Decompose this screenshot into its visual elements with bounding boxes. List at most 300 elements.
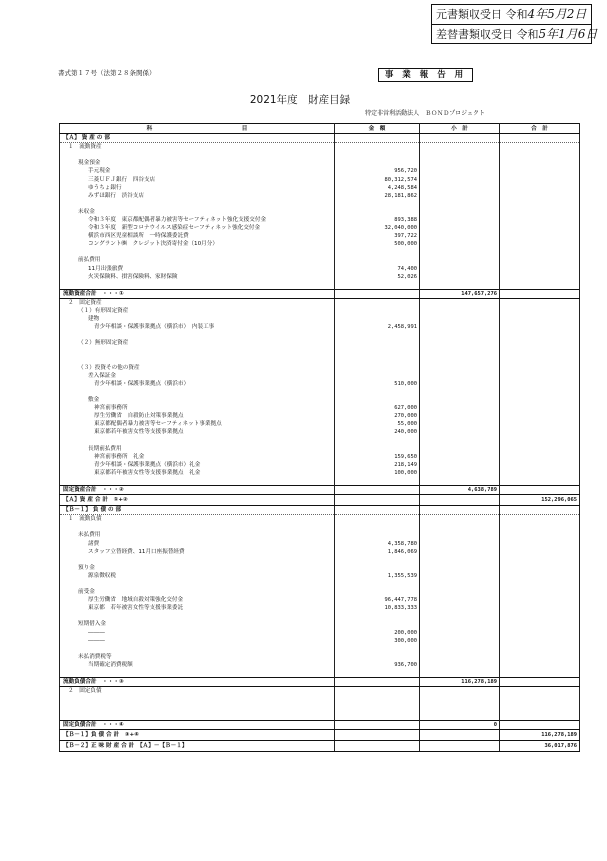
total-cell — [500, 356, 580, 364]
table-row — [60, 412, 580, 420]
subtotal-cell — [420, 653, 500, 661]
amount-cell — [335, 256, 420, 264]
item-cell: １ 流動負債 — [60, 515, 335, 524]
item-cell — [60, 645, 335, 653]
total-cell — [500, 273, 580, 281]
item-cell: 【Ｂ－１】 負 債 の 部 — [60, 506, 335, 515]
table-row — [60, 436, 580, 444]
item-cell: （１）有形固定資産 — [60, 307, 335, 315]
item-cell — [60, 580, 335, 588]
table-row — [60, 711, 580, 720]
subtotal-cell — [420, 556, 500, 564]
subtotal-cell — [420, 315, 500, 323]
item-cell: 三菱ＵＦＪ銀行 四谷支店 — [60, 175, 335, 183]
table-row — [60, 134, 580, 143]
item-cell: 手元現金 — [60, 167, 335, 175]
total-cell — [500, 372, 580, 380]
amount-cell: 270,000 — [335, 412, 420, 420]
amount-cell: 4,248,584 — [335, 184, 420, 192]
subtotal-cell — [420, 729, 500, 740]
amount-cell: 32,040,000 — [335, 224, 420, 232]
item-cell: 固定負債合計 ・・・④ — [60, 720, 335, 729]
total-cell — [500, 515, 580, 524]
table-row — [60, 453, 580, 461]
subtotal-cell — [420, 175, 500, 183]
table-row — [60, 364, 580, 372]
total-cell — [500, 612, 580, 620]
item-cell: 差入保証金 — [60, 372, 335, 380]
table-row — [60, 580, 580, 588]
total-cell — [500, 134, 580, 143]
table-row — [60, 620, 580, 628]
total-cell — [500, 637, 580, 645]
table-row — [60, 596, 580, 604]
item-cell: 未収金 — [60, 208, 335, 216]
inventory-table — [59, 123, 580, 752]
subtotal-cell — [420, 224, 500, 232]
item-cell: スタッフ立替経費、11月口座振替経費 — [60, 548, 335, 556]
subtotal-cell — [420, 612, 500, 620]
subtotal-cell — [420, 445, 500, 453]
total-cell — [500, 143, 580, 152]
item-cell — [60, 347, 335, 355]
total-cell — [500, 523, 580, 531]
total-cell — [500, 604, 580, 612]
amount-cell — [335, 495, 420, 506]
amount-cell: 74,400 — [335, 265, 420, 273]
total-cell — [500, 531, 580, 539]
item-cell: 【Ｂ－２】正 味 財 産 合 計 【Ａ】－【Ｂ－１】 — [60, 740, 335, 751]
amount-cell: 893,388 — [335, 216, 420, 224]
subtotal-cell — [420, 167, 500, 175]
subtotal-cell — [420, 495, 500, 506]
item-cell: 固定資産合計 ・・・② — [60, 486, 335, 495]
total-cell: 152,296,065 — [500, 495, 580, 506]
table-row — [60, 175, 580, 183]
item-cell: 源泉徴収税 — [60, 572, 335, 580]
total-cell — [500, 486, 580, 495]
total-cell — [500, 580, 580, 588]
subtotal-cell — [420, 469, 500, 477]
item-cell: 現金預金 — [60, 159, 335, 167]
total-cell — [500, 248, 580, 256]
table-row — [60, 265, 580, 273]
subtotal-cell — [420, 604, 500, 612]
item-cell — [60, 200, 335, 208]
item-cell: 【Ｂ－１】負 債 合 計 ③+④ — [60, 729, 335, 740]
total-cell — [500, 388, 580, 396]
subtotal-cell — [420, 687, 500, 696]
subtotal-cell — [420, 331, 500, 339]
table-row — [60, 477, 580, 486]
total-cell — [500, 620, 580, 628]
table-row — [60, 315, 580, 323]
amount-cell — [335, 388, 420, 396]
subtotal-cell — [420, 151, 500, 159]
item-cell: 【Ａ】 資 産 の 部 — [60, 134, 335, 143]
total-cell — [500, 289, 580, 298]
table-row — [60, 356, 580, 364]
total-cell — [500, 556, 580, 564]
amount-cell — [335, 506, 420, 515]
item-cell: ２ 固定負債 — [60, 687, 335, 696]
subtotal-cell — [420, 323, 500, 331]
item-cell: 当期確定消費税額 — [60, 661, 335, 669]
table-row — [60, 224, 580, 232]
subtotal-cell — [420, 192, 500, 200]
table-row — [60, 159, 580, 167]
amount-cell — [335, 645, 420, 653]
subtotal-cell — [420, 515, 500, 524]
subtotal-cell — [420, 540, 500, 548]
total-cell — [500, 678, 580, 687]
total-cell — [500, 200, 580, 208]
total-cell — [500, 596, 580, 604]
total-cell — [500, 445, 580, 453]
table-row — [60, 653, 580, 661]
table-row — [60, 404, 580, 412]
table-row — [60, 380, 580, 388]
item-cell: ２ 固定資産 — [60, 298, 335, 307]
table-row — [60, 572, 580, 580]
table-row — [60, 396, 580, 404]
subtotal-cell — [420, 564, 500, 572]
subtotal-cell — [420, 281, 500, 290]
subtotal-cell — [420, 703, 500, 711]
subtotal-cell — [420, 588, 500, 596]
subtotal-cell — [420, 580, 500, 588]
table-row — [60, 331, 580, 339]
table-row — [60, 604, 580, 612]
report-label-box: 事 業 報 告 用 — [378, 68, 473, 82]
subtotal-cell — [420, 372, 500, 380]
table-row — [60, 515, 580, 524]
item-cell: 前払費用 — [60, 256, 335, 264]
total-cell — [500, 695, 580, 703]
amount-cell: 1,355,539 — [335, 572, 420, 580]
table-row — [60, 420, 580, 428]
amount-cell: 240,000 — [335, 428, 420, 436]
item-cell: 火災保険料、損害保険料、家財保険 — [60, 273, 335, 281]
item-cell: 流動資産合計 ・・・① — [60, 289, 335, 298]
form-number: 書式第１７号（法第２８条関係） — [58, 69, 156, 77]
amount-cell — [335, 515, 420, 524]
total-cell — [500, 420, 580, 428]
receipt-date-stamp — [431, 4, 598, 44]
subtotal-cell — [420, 134, 500, 143]
item-cell: 前受金 — [60, 588, 335, 596]
amount-cell — [335, 445, 420, 453]
subtotal-cell — [420, 637, 500, 645]
table-row — [60, 151, 580, 159]
subtotal-cell — [420, 572, 500, 580]
table-row — [60, 192, 580, 200]
subtotal-cell — [420, 200, 500, 208]
total-cell — [500, 711, 580, 720]
item-cell: 短期借入金 — [60, 620, 335, 628]
table-row — [60, 208, 580, 216]
total-cell — [500, 428, 580, 436]
item-cell: 預り金 — [60, 564, 335, 572]
amount-cell — [335, 289, 420, 298]
subtotal-cell — [420, 356, 500, 364]
table-row — [60, 629, 580, 637]
subtotal-cell — [420, 629, 500, 637]
amount-cell — [335, 364, 420, 372]
total-cell — [500, 159, 580, 167]
subtotal-cell: 4,638,789 — [420, 486, 500, 495]
amount-cell: 936,700 — [335, 661, 420, 669]
total-cell — [500, 540, 580, 548]
amount-cell — [335, 151, 420, 159]
total-cell — [500, 548, 580, 556]
amount-cell: 10,833,333 — [335, 604, 420, 612]
amount-cell: 627,000 — [335, 404, 420, 412]
subtotal-cell — [420, 695, 500, 703]
amount-cell: 80,312,574 — [335, 175, 420, 183]
total-cell — [500, 315, 580, 323]
total-cell — [500, 208, 580, 216]
amount-cell — [335, 588, 420, 596]
item-cell: 東京都若年被害女性等支援事業拠点 礼金 — [60, 469, 335, 477]
total-cell — [500, 256, 580, 264]
item-cell: （３）投資その他の資産 — [60, 364, 335, 372]
subtotal-cell — [420, 531, 500, 539]
amount-cell — [335, 347, 420, 355]
table-row — [60, 661, 580, 669]
amount-cell — [335, 620, 420, 628]
total-cell — [500, 323, 580, 331]
table-row — [60, 256, 580, 264]
amount-cell — [335, 477, 420, 486]
header-amount: 金 額 — [335, 124, 420, 134]
item-cell: 東京都配偶者暴力被害等セーフティネット事業拠点 — [60, 420, 335, 428]
total-cell — [500, 687, 580, 696]
amount-cell — [335, 298, 420, 307]
amount-cell — [335, 396, 420, 404]
total-cell — [500, 192, 580, 200]
amount-cell — [335, 307, 420, 315]
table-row — [60, 687, 580, 696]
table-row — [60, 678, 580, 687]
item-cell — [60, 281, 335, 290]
total-cell — [500, 404, 580, 412]
item-cell: ゆうちょ銀行 — [60, 184, 335, 192]
item-cell — [60, 612, 335, 620]
table-row — [60, 281, 580, 290]
table-row — [60, 695, 580, 703]
item-cell — [60, 703, 335, 711]
amount-cell: 52,026 — [335, 273, 420, 281]
total-cell — [500, 232, 580, 240]
amount-cell: 300,000 — [335, 637, 420, 645]
subtotal-cell — [420, 396, 500, 404]
table-row — [60, 531, 580, 539]
amount-cell: 55,000 — [335, 420, 420, 428]
table-row — [60, 540, 580, 548]
subtotal-cell — [420, 436, 500, 444]
amount-cell — [335, 248, 420, 256]
item-cell — [60, 711, 335, 720]
total-cell — [500, 720, 580, 729]
amount-cell — [335, 729, 420, 740]
subtotal-cell — [420, 506, 500, 515]
amount-cell: 200,000 — [335, 629, 420, 637]
item-cell — [60, 669, 335, 678]
table-row — [60, 184, 580, 192]
amount-cell — [335, 339, 420, 347]
subtotal-cell — [420, 661, 500, 669]
total-cell: 36,017,876 — [500, 740, 580, 751]
table-row — [60, 469, 580, 477]
total-cell — [500, 629, 580, 637]
subtotal-cell — [420, 645, 500, 653]
subtotal-cell — [420, 307, 500, 315]
subtotal-cell: 116,278,189 — [420, 678, 500, 687]
subtotal-cell — [420, 339, 500, 347]
amount-cell — [335, 208, 420, 216]
total-cell — [500, 339, 580, 347]
amount-cell: 100,000 — [335, 469, 420, 477]
table-row — [60, 548, 580, 556]
subtotal-cell — [420, 548, 500, 556]
total-cell — [500, 588, 580, 596]
item-cell: コングラント㈱ クレジット決済寄付金（10月分） — [60, 240, 335, 248]
item-cell: 厚生労働省 地域自殺対策強化交付金 — [60, 596, 335, 604]
amount-cell — [335, 740, 420, 751]
table-row — [60, 323, 580, 331]
total-cell: 116,278,189 — [500, 729, 580, 740]
item-cell: 諸費 — [60, 540, 335, 548]
item-cell — [60, 695, 335, 703]
table-row — [60, 372, 580, 380]
amount-cell: 4,358,780 — [335, 540, 420, 548]
amount-cell — [335, 372, 420, 380]
item-cell: みずほ銀行 渋谷支店 — [60, 192, 335, 200]
subtotal-cell — [420, 669, 500, 678]
subtotal-cell — [420, 412, 500, 420]
item-cell: 流動負債合計 ・・・③ — [60, 678, 335, 687]
amount-cell — [335, 669, 420, 678]
table-row — [60, 564, 580, 572]
subtotal-cell — [420, 380, 500, 388]
subtotal-cell — [420, 428, 500, 436]
amount-cell — [335, 159, 420, 167]
table-row — [60, 248, 580, 256]
table-row — [60, 143, 580, 152]
item-cell: 東京都若年被害女性等支援事業拠点 — [60, 428, 335, 436]
total-cell — [500, 224, 580, 232]
item-cell: ――― — [60, 637, 335, 645]
item-cell: 11月出張旅費 — [60, 265, 335, 273]
amount-cell — [335, 134, 420, 143]
table-row — [60, 556, 580, 564]
item-cell: 神宮前事務所 礼金 — [60, 453, 335, 461]
amount-cell: 500,000 — [335, 240, 420, 248]
table-row — [60, 298, 580, 307]
amount-cell: 2,458,991 — [335, 323, 420, 331]
subtotal-cell — [420, 256, 500, 264]
subtotal-cell — [420, 240, 500, 248]
item-cell: 令和３年度 新型コロナウイルス感染症セーフティネット強化交付金 — [60, 224, 335, 232]
subtotal-cell — [420, 143, 500, 152]
subtotal-cell — [420, 232, 500, 240]
subtotal-cell — [420, 453, 500, 461]
amount-cell: 218,149 — [335, 461, 420, 469]
total-cell — [500, 477, 580, 486]
total-cell — [500, 151, 580, 159]
table-row — [60, 167, 580, 175]
page-title: 2021年度 財産目録 — [249, 94, 351, 106]
total-cell — [500, 396, 580, 404]
total-cell — [500, 307, 580, 315]
total-cell — [500, 564, 580, 572]
total-cell — [500, 653, 580, 661]
stamp-replacement-receipt: 差替書類収受日 令和5年1月6日 — [432, 24, 591, 44]
item-cell: 神宮前事務所 — [60, 404, 335, 412]
item-cell — [60, 556, 335, 564]
amount-cell — [335, 523, 420, 531]
table-row — [60, 339, 580, 347]
amount-cell — [335, 653, 420, 661]
item-cell: 長期前払費用 — [60, 445, 335, 453]
amount-cell: 159,650 — [335, 453, 420, 461]
subtotal-cell — [420, 265, 500, 273]
table-row — [60, 461, 580, 469]
subtotal-cell — [420, 404, 500, 412]
table-row — [60, 720, 580, 729]
item-cell: １ 流動資産 — [60, 143, 335, 152]
amount-cell — [335, 678, 420, 687]
total-cell — [500, 240, 580, 248]
total-cell — [500, 216, 580, 224]
subtotal-cell — [420, 159, 500, 167]
total-cell — [500, 167, 580, 175]
amount-cell — [335, 486, 420, 495]
subtotal-cell — [420, 248, 500, 256]
subtotal-cell — [420, 388, 500, 396]
total-cell — [500, 469, 580, 477]
table-row — [60, 216, 580, 224]
table-row — [60, 637, 580, 645]
table-row — [60, 669, 580, 678]
amount-cell — [335, 315, 420, 323]
amount-cell — [335, 703, 420, 711]
item-cell — [60, 436, 335, 444]
subtotal-cell — [420, 461, 500, 469]
amount-cell — [335, 711, 420, 720]
subtotal-cell — [420, 596, 500, 604]
total-cell — [500, 281, 580, 290]
table-header-row — [60, 124, 580, 134]
total-cell — [500, 703, 580, 711]
item-cell — [60, 388, 335, 396]
total-cell — [500, 412, 580, 420]
subtotal-cell — [420, 740, 500, 751]
item-cell: 青少年相談・保護事業拠点（横浜市） — [60, 380, 335, 388]
amount-cell: 397,722 — [335, 232, 420, 240]
table-row — [60, 307, 580, 315]
total-cell — [500, 453, 580, 461]
amount-cell — [335, 436, 420, 444]
table-row — [60, 495, 580, 506]
subtotal-cell — [420, 273, 500, 281]
item-cell — [60, 523, 335, 531]
header-total: 合 計 — [500, 124, 580, 134]
amount-cell: 1,846,069 — [335, 548, 420, 556]
table-row — [60, 388, 580, 396]
item-cell: 敷金 — [60, 396, 335, 404]
